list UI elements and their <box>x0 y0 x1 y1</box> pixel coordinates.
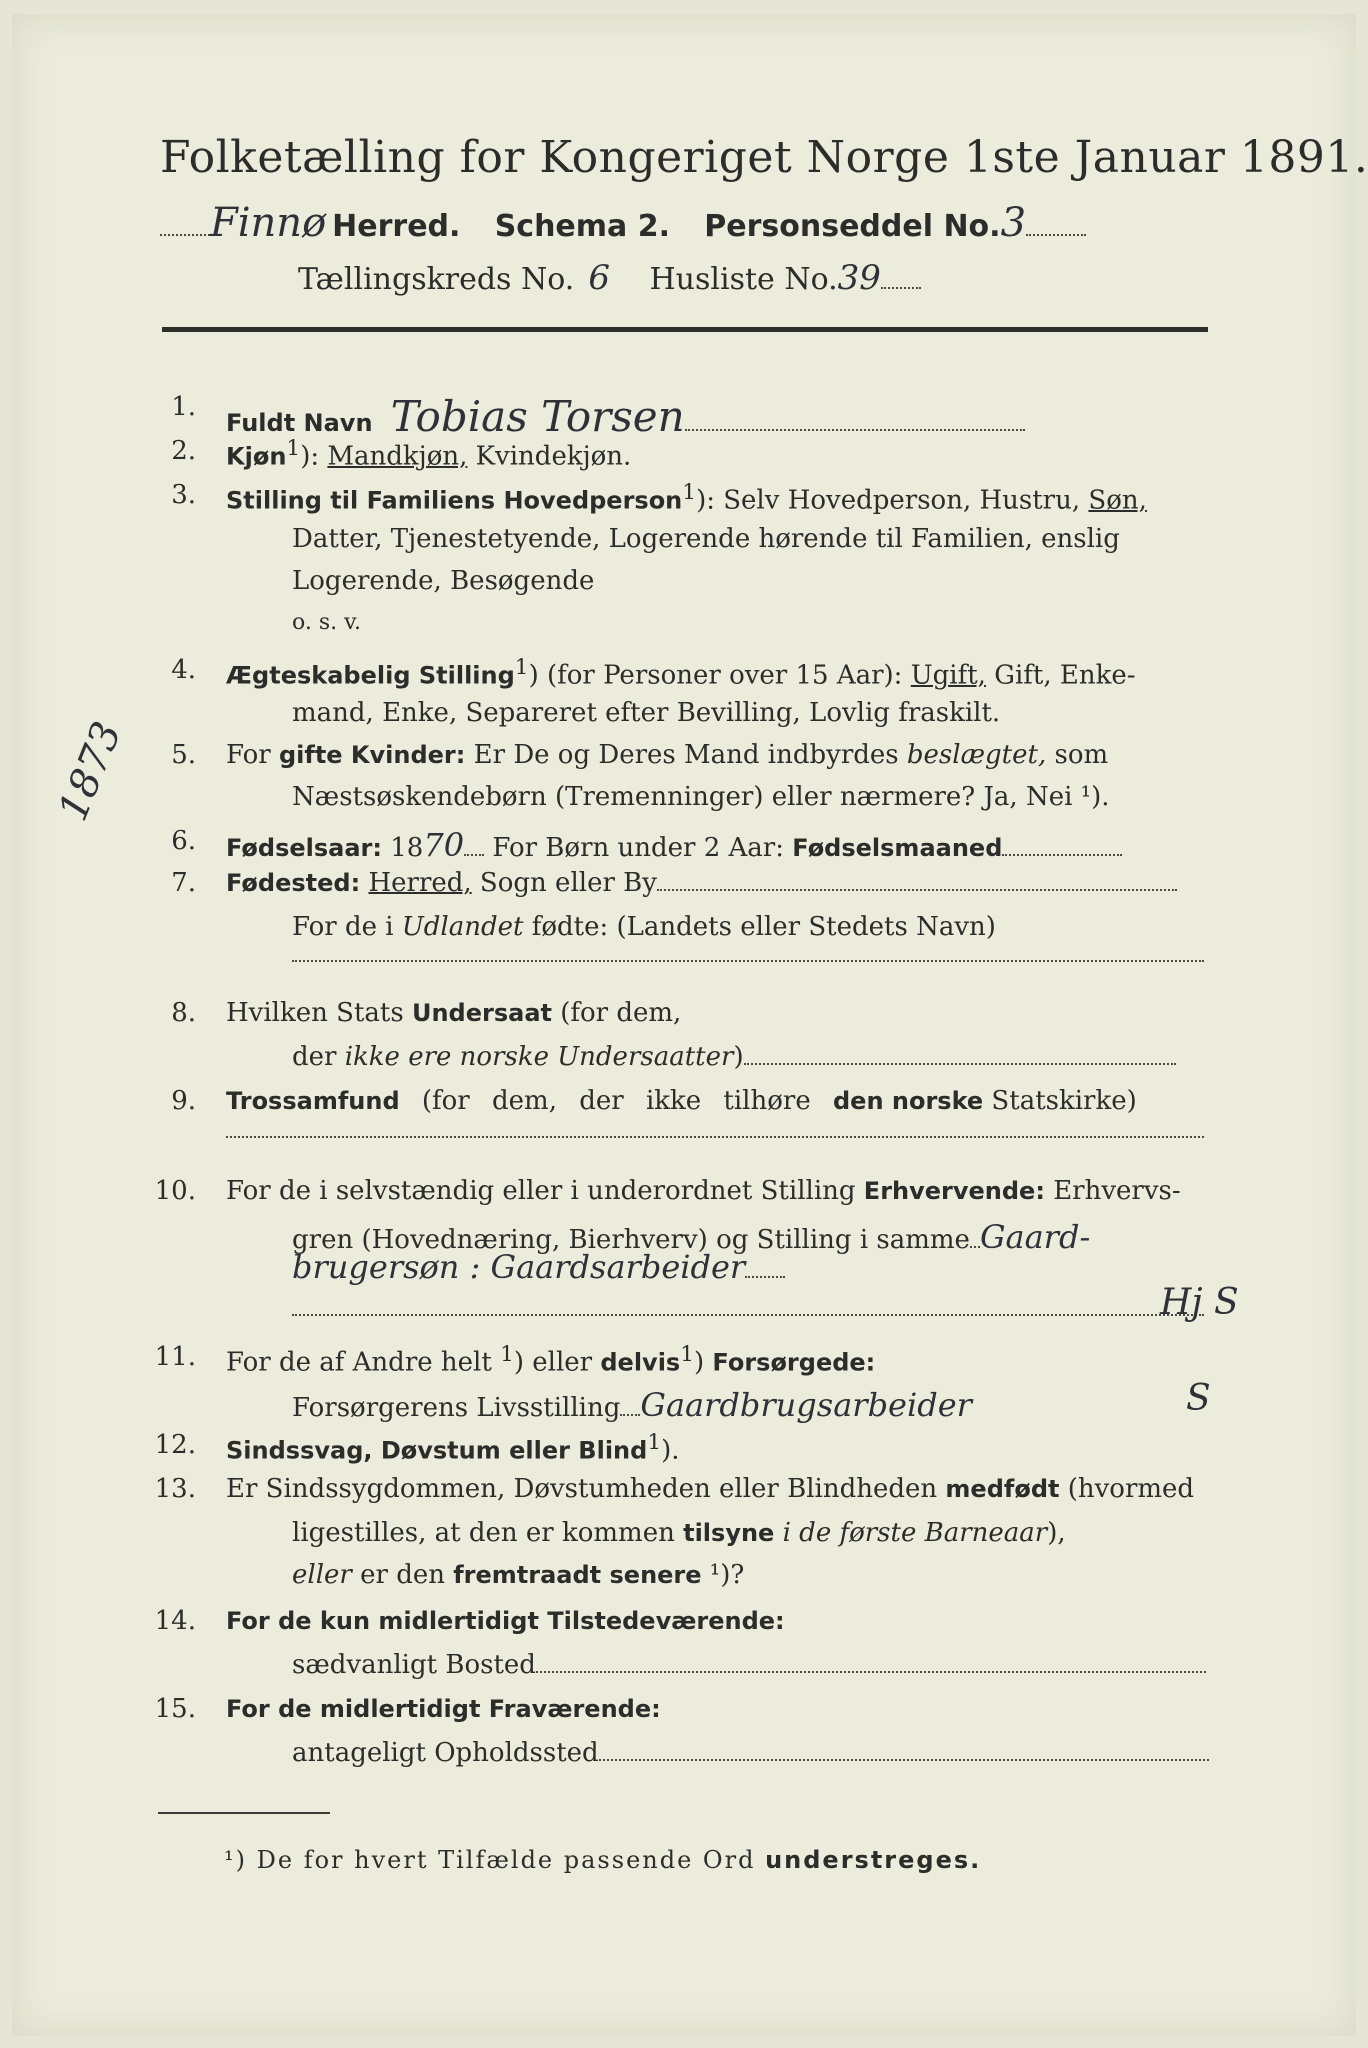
q12-label: Sindssvag, Døvstum eller Blind <box>226 1436 648 1465</box>
q10-label: Erhvervende: <box>863 1177 1045 1205</box>
q4-line1: Ægteskabelig Stilling$^1$) (for Personer over 15 Aar): Ugift, Gift, Enke- <box>226 655 1136 691</box>
q2-number: 2. <box>171 436 196 466</box>
q14-label: For de kun midlertidigt Tilstedeværende: <box>226 1607 785 1635</box>
q4-number: 4. <box>171 655 196 685</box>
q10-line3 <box>292 1248 785 1286</box>
q2-line: Kjøn$^1$): Mandkjøn, Kvindekjøn. <box>226 436 632 472</box>
q11-number: 11. <box>154 1342 196 1372</box>
q7-label: Fødested: <box>226 869 361 897</box>
q11-label: delvis <box>600 1348 681 1377</box>
q13-line1: Er Sindssygdommen, Døvstumheden eller Blindheden medfødt (hvormed <box>226 1474 1195 1504</box>
q4-line2: mand, Enke, Separeret efter Bevilling, Lovlig fraskilt. <box>292 698 1001 728</box>
q10-line2: gren (Hovednæring, Bierhverv) og Stilling i samme Gaard- <box>292 1218 1091 1256</box>
herred-label: Herred. <box>332 209 461 244</box>
q11-line1: For de af Andre helt $^1$) eller delvis$^1$) Forsørgede: <box>226 1342 876 1378</box>
q15-line1 <box>226 1694 661 1724</box>
q13-number: 13. <box>154 1474 196 1504</box>
form-paper <box>12 14 1356 2036</box>
q3-line3: Logerende, Besøgende <box>292 566 595 596</box>
kreds-line <box>298 258 921 298</box>
q13-line3: eller er den fremtraadt senere ¹)? <box>292 1560 745 1590</box>
q3-line4: o. s. v. <box>292 610 361 635</box>
q3-line1: Stilling til Familiens Hovedperson$^1$): Selv Hovedperson, Hustru, Søn, <box>226 480 1147 516</box>
q7-number: 7. <box>171 868 196 898</box>
q2-label: Kjøn <box>226 442 287 471</box>
q7-answer-line <box>292 960 1204 962</box>
q3-selected-option: Søn, <box>1088 485 1147 516</box>
q7-line2: For de i Udlandet fødte: (Landets eller Stedets Navn) <box>292 912 996 942</box>
q11-label2: Forsørgede: <box>712 1348 876 1377</box>
q13-label: medfødt <box>945 1475 1060 1503</box>
q3-line2: Datter, Tjenestetyende, Logerende hørende til Familien, enslig <box>292 524 1120 554</box>
q4-label: Ægteskabelig Stilling <box>226 661 515 690</box>
personseddel-label: Personseddel No. <box>704 209 1001 244</box>
q9-number: 9. <box>171 1086 196 1116</box>
q15-line2: antageligt Opholdssted <box>292 1738 1209 1768</box>
q11-value: Gaardbrugsarbeider <box>640 1386 972 1424</box>
header-rule <box>162 327 1208 332</box>
q15-label: For de midlertidigt Fraværende: <box>226 1695 661 1723</box>
q8-number: 8. <box>171 998 196 1028</box>
q13-line2: ligestilles, at den er kommen tilsyne i de første Barneaar), <box>292 1518 1066 1548</box>
q10-value2: brugersøn : Gaardsarbeider <box>292 1248 746 1286</box>
q9-label: Trossamfund <box>226 1087 400 1115</box>
q14-number: 14. <box>154 1606 196 1636</box>
q2-selected-option: Mandkjøn, <box>327 441 468 472</box>
q10-mark: Hj S <box>1160 1282 1239 1323</box>
q1-line <box>226 392 1025 441</box>
q10-answer-line <box>292 1314 1204 1316</box>
q5-line2: Næstsøskendebørn (Tremenninger) eller nærmere? Ja, Nei ¹). <box>292 782 1110 812</box>
q7-line1: Fødested: Herred, Sogn eller By <box>226 868 1177 898</box>
q6-value: 70 <box>423 826 465 864</box>
kreds-label: Tællingskreds No. <box>298 262 575 297</box>
q8-line2: der ikke ere norske Undersaatter) <box>292 1042 1176 1072</box>
kreds-value: 6 <box>588 258 610 298</box>
q10-number: 10. <box>154 1176 196 1206</box>
schema-label: Schema 2. <box>494 209 670 244</box>
q12-number: 12. <box>154 1430 196 1460</box>
husliste-value: 39 <box>837 258 881 298</box>
q5-number: 5. <box>171 740 196 770</box>
q1-label: Fuldt Navn <box>226 409 373 437</box>
q7-selected-option: Herred, <box>368 868 472 898</box>
q11-line2: Forsørgerens Livsstilling Gaardbrugsarbeider <box>292 1386 972 1424</box>
herred-value: Finnø <box>210 200 327 246</box>
q11-mark: S <box>1186 1378 1211 1419</box>
q9-answer-line <box>226 1136 1204 1138</box>
q3-number: 3. <box>171 480 196 510</box>
q5-line1: For gifte Kvinder: Er De og Deres Mand indbyrdes beslægtet, som <box>226 740 1109 770</box>
q1-value: Tobias Torsen <box>390 392 685 441</box>
q8-line1: Hvilken Stats Undersaat (for dem, <box>226 998 682 1028</box>
form-title: Folketælling for Kongeriget Norge 1ste Januar 1891. <box>160 132 1368 183</box>
q14-line1 <box>226 1606 785 1636</box>
herred-line <box>160 200 1210 246</box>
q9-line: Trossamfund (for dem, der ikke tilhøre den norske Statskirke) <box>226 1086 1137 1116</box>
q1-number: 1. <box>171 392 196 422</box>
q15-number: 15. <box>154 1694 196 1724</box>
q10-value1: Gaard- <box>979 1218 1091 1256</box>
q14-line2: sædvanligt Bosted <box>292 1650 1206 1680</box>
husliste-label: Husliste No. <box>649 262 838 297</box>
personseddel-value: 3 <box>1000 200 1027 246</box>
footnote: ¹) De for hvert Tilfælde passende Ord understreges. <box>224 1846 982 1874</box>
q6-label: Fødselsaar: <box>226 834 382 862</box>
q3-label: Stilling til Familiens Hovedperson <box>226 486 683 515</box>
margin-note: 1873 <box>50 715 131 828</box>
q12-line: Sindssvag, Døvstum eller Blind$^1$). <box>226 1430 680 1466</box>
q8-label: Undersaat <box>411 999 552 1027</box>
q4-selected-option: Ugift, <box>910 660 986 691</box>
q6-label2: Fødselsmaaned <box>792 834 1003 862</box>
q10-line1: For de i selvstændig eller i underordnet Stilling Erhvervende: Erhvervs- <box>226 1176 1181 1206</box>
footnote-rule <box>158 1812 330 1814</box>
q5-label: gifte Kvinder: <box>278 741 466 769</box>
q6-line: Fødselsaar: 1870 For Børn under 2 Aar: Fødselsmaaned <box>226 826 1122 864</box>
q6-number: 6. <box>171 826 196 856</box>
